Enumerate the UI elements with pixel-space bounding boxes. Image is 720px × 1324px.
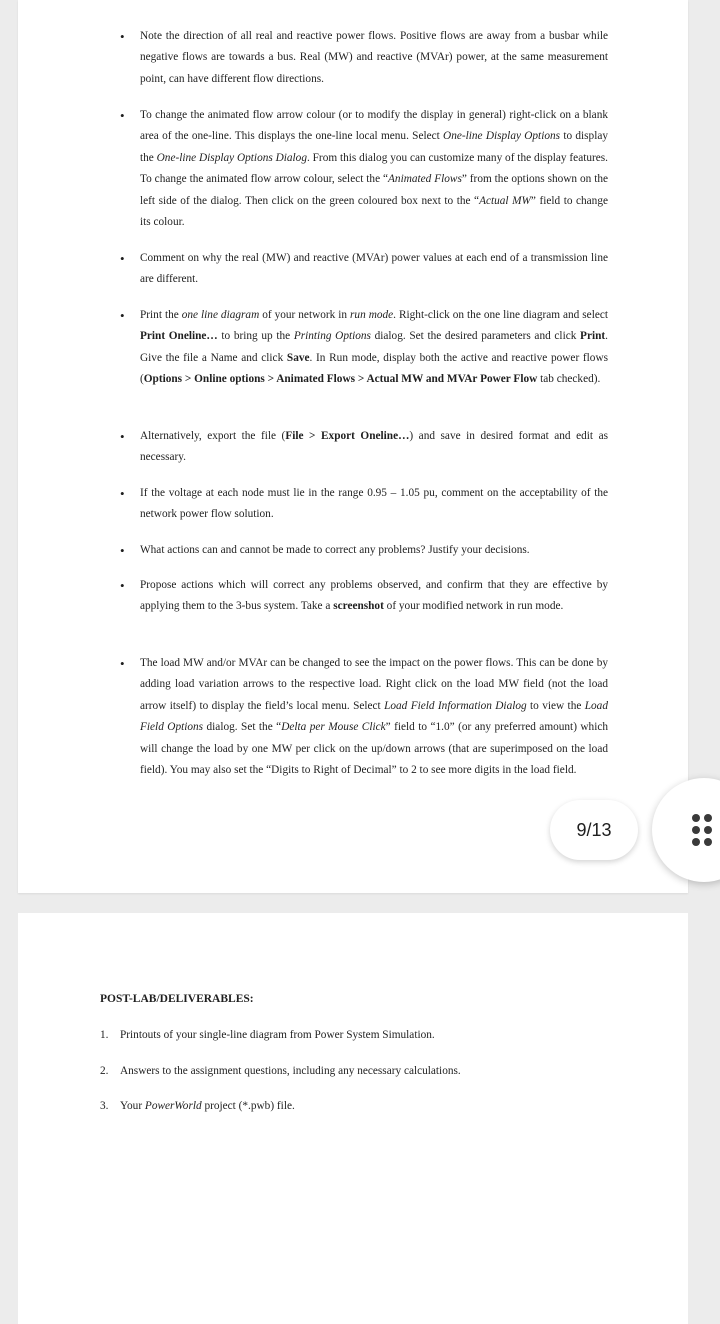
list-item: 1. Printouts of your single-line diagram from Power System Simulation.	[100, 1025, 435, 1045]
more-dots-icon	[692, 814, 716, 846]
bullet-item: • If the voltage at each node must lie in the range 0.95 – 1.05 pu, comment on the acceptability of the network power flow solution.	[140, 483, 608, 526]
document-page-9	[18, 0, 688, 893]
bullet-item: • Alternatively, export the file (File > Export Oneline…) and save in desired format and edit as necessary.	[140, 426, 608, 469]
bullet-item: • Print the one line diagram of your network in run mode. Right-click on the one line diagram and select Print Oneline… to bring up the Printing Options dialog. Set the desired parameters and click Print. Give the file a Name and click Save. In Run mode, display both the active and reactive power flows (Options > Online options > Animated Flows > Actual MW and MVAr Power Flow tab checked).	[140, 305, 608, 391]
bullet-item: • What actions can and cannot be made to correct any problems? Justify your decisions.	[140, 540, 608, 561]
list-item: 2. Answers to the assignment questions, including any necessary calculations.	[100, 1061, 461, 1081]
bullet-item: • Comment on why the real (MW) and reactive (MVAr) power values at each end of a transmission line are different.	[140, 248, 608, 291]
list-number: 1.	[100, 1029, 109, 1041]
list-number: 3.	[100, 1100, 109, 1112]
list-item: 3. Your PowerWorld project (*.pwb) file.	[100, 1096, 295, 1116]
page-counter: 9/13	[550, 800, 638, 860]
bullet-item: • To change the animated flow arrow colour (or to modify the display in general) right-click on a blank area of the one-line. This displays the one-line local menu. Select One-line Display Options to display the One-line Display Options Dialog. From this dialog you can customize many of the display features. To change the animated flow arrow colour, select the “Animated Flows” from the options shown on the left side of the dialog. Then click on the green coloured box next to the “Actual MW” field to change its colour.	[140, 105, 608, 233]
bullet-item: • Note the direction of all real and reactive power flows. Positive flows are away from a busbar while negative flows are towards a bus. Real (MW) and reactive (MVAr) power, at the same measurement point, can have different flow directions.	[140, 26, 608, 90]
section-heading: POST-LAB/DELIVERABLES:	[100, 993, 254, 1005]
list-number: 2.	[100, 1065, 109, 1077]
bullet-item: • The load MW and/or MVAr can be changed to see the impact on the power flows. This can be done by adding load variation arrows to the respective load. Right click on the load MW field (not the load arrow itself) to display the field’s local menu. Select Load Field Information Dialog to view the Load Field Options dialog. Set the “Delta per Mouse Click” field to “1.0” (or any preferred amount) which will change the load by one MW per click on the up/down arrows (that are superimposed on the load field). You may also set the “Digits to Right of Decimal” to 2 to see more digits in the load field.	[140, 653, 608, 781]
document-page-10	[18, 913, 688, 1324]
bullet-item: • Propose actions which will correct any problems observed, and confirm that they are effective by applying them to the 3-bus system. Take a screenshot of your modified network in run mode.	[140, 575, 608, 618]
